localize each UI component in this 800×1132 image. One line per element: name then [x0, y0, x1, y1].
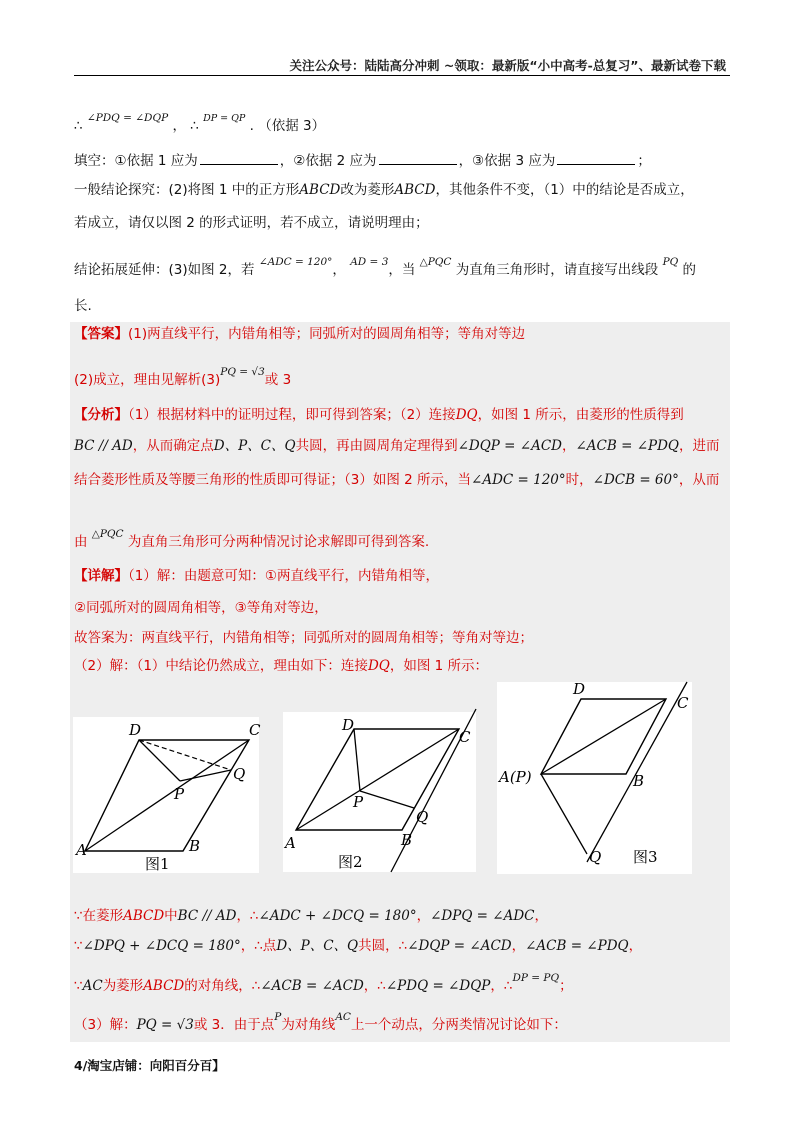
- fill-label: 填空：①依据 1 应为: [74, 153, 198, 169]
- math-bcad: BC // AD: [74, 438, 133, 454]
- answer-text: 或 3: [264, 372, 292, 388]
- answer-text: (1)两直线平行，内错角相等；同弧所对的圆周角相等；等角对等边: [128, 326, 526, 342]
- text: ，进而: [678, 438, 720, 454]
- label-q: Q: [233, 765, 246, 783]
- figure-1: [73, 717, 259, 877]
- text: 为菱形: [102, 978, 144, 994]
- text: ，如图 1 所示：: [389, 658, 489, 674]
- math-bcad: BC // AD: [177, 908, 237, 924]
- figure-2: [283, 712, 476, 876]
- analysis-line-4: [74, 524, 730, 552]
- text: 改为菱形: [340, 182, 395, 198]
- text: 由: [74, 534, 88, 550]
- label-d: D: [573, 680, 586, 698]
- therefore-symbol: ∴: [74, 118, 83, 134]
- math-pq: PQ: [662, 256, 679, 268]
- text: ，从而: [678, 472, 720, 488]
- blank-1[interactable]: [200, 150, 278, 165]
- text: ，: [332, 262, 346, 278]
- text: ∵: [74, 978, 83, 994]
- text: ，如图 1 所示，由菱形的性质得到: [477, 407, 684, 423]
- text: （1）根据材料中的证明过程，即可得到答案；（2）连接: [128, 407, 456, 423]
- text: ，从而确定点: [132, 438, 214, 454]
- general-line-2: 若成立，请仅以图 2 的形式证明，若不成立，请说明理由；: [74, 215, 429, 231]
- text: （1）解：由题意可知：①两直线平行，内错角相等，: [128, 568, 439, 584]
- text: ∵在菱形: [74, 908, 124, 924]
- fill-mid-1: ，②依据 2 应为: [279, 153, 377, 169]
- math-eq: ∠PDQ = ∠DQP: [385, 978, 491, 994]
- text: 为对角线: [281, 1017, 336, 1033]
- text: （3）解：: [74, 1017, 137, 1033]
- label-p: P: [353, 793, 364, 811]
- text: 共圆，再由圆周角定理得到: [295, 438, 458, 454]
- text: 共圆，∴: [358, 938, 408, 954]
- fill-blank-line: [74, 150, 730, 171]
- text: （2）解：（1）中结论仍然成立，理由如下：连接: [74, 658, 368, 674]
- blank-3[interactable]: [557, 150, 635, 165]
- analysis-tag: 【分析】: [74, 407, 128, 423]
- text: 一般结论探究：(2)将图 1 中的正方形: [74, 182, 300, 198]
- math-abcd: ABCD: [123, 908, 165, 924]
- math-p: P: [274, 1011, 282, 1023]
- text: ∵: [74, 938, 83, 954]
- text: ，其他条件不变，（1）中的结论是否成立，: [435, 182, 694, 198]
- math-eq: ∠ADC + ∠DCQ = 180°: [258, 908, 417, 924]
- text: ，∴: [490, 978, 513, 994]
- header-rule: [74, 75, 730, 76]
- math-dq: DQ: [367, 658, 390, 674]
- intro-line: [74, 108, 730, 136]
- text: ，: [628, 938, 643, 954]
- math-eq: ∠ACB = ∠ACD: [260, 978, 364, 994]
- text: ，当: [388, 262, 416, 278]
- figure-3: [497, 682, 692, 878]
- math-triangle: △PQC: [419, 256, 452, 268]
- label-c: C: [677, 694, 689, 712]
- figure-3-caption: 图3: [633, 848, 658, 866]
- page-footer: 4/淘宝店铺：向阳百分百】: [74, 1058, 225, 1073]
- math-eq: ∠DQP = ∠ACD: [457, 438, 562, 454]
- math-eq: ∠DQP = ∠ACD: [407, 938, 512, 954]
- text: 中: [164, 908, 178, 924]
- math-dq: DQ: [455, 407, 478, 423]
- math-eq: DP = PQ: [512, 972, 560, 984]
- detail-line-4: [74, 656, 730, 676]
- general-line-1: [74, 180, 730, 200]
- math-pq: PQ = √3: [136, 1017, 194, 1033]
- basis-3-label: . （依据 3）: [249, 118, 326, 134]
- label-d: D: [129, 721, 142, 739]
- text: 的: [682, 262, 697, 278]
- answer-line-1: [74, 324, 730, 344]
- text: ，∴点: [240, 938, 277, 954]
- analysis-line-2: BC // AD，从而确定点D、P、C、Q共圆，再由圆周角定理得到∠DQP = ∠ACD，∠ACB = ∠PDQ，进而: [74, 438, 720, 454]
- label-b: B: [401, 831, 413, 849]
- figure-2-caption: 图2: [338, 853, 363, 871]
- proof-line-4: [74, 1007, 730, 1035]
- figure-1-caption: 图1: [145, 855, 170, 873]
- math-ad: AD = 3: [350, 256, 389, 268]
- therefore-symbol: ∴: [190, 118, 199, 134]
- label-a: A: [285, 834, 296, 852]
- math-eq: ∠DPQ = ∠ADC: [430, 908, 535, 924]
- intro-equation-2: DP = QP: [203, 113, 246, 124]
- answer-tag: 【答案】: [74, 326, 128, 342]
- math-ac: AC: [82, 978, 103, 994]
- text: ，: [534, 908, 548, 924]
- proof-line-1: [74, 906, 730, 926]
- math-eq: ∠ACB = ∠PDQ: [575, 438, 679, 454]
- proof-line-3: [74, 968, 730, 996]
- detail-line-3: 故答案为：两直线平行，内错角相等；同弧所对的圆周角相等；等角对等边；: [74, 630, 533, 646]
- text: 为直角三角形可分两种情况讨论求解即可得到答案.: [127, 534, 430, 550]
- label-c: C: [249, 721, 261, 739]
- text: 结论拓展延伸：(3)如图 2，若: [74, 262, 255, 278]
- label-p: P: [174, 785, 185, 803]
- text: ，∴: [236, 908, 259, 924]
- detail-line-2: ②同弧所对的圆周角相等，③等角对等边，: [74, 600, 328, 616]
- math-points: D、P、C、Q: [213, 438, 296, 454]
- math-abcd: ABCD: [143, 978, 185, 994]
- text: ，: [511, 938, 526, 954]
- text: ；: [559, 978, 573, 994]
- math-abcd: ABCD: [299, 182, 341, 198]
- comma: ，: [172, 118, 186, 134]
- answer-text: (2)成立，理由见解析(3): [74, 372, 221, 388]
- detail-tag: 【详解】: [74, 568, 128, 584]
- proof-line-2: [74, 936, 730, 956]
- label-q: Q: [589, 848, 602, 866]
- text: 上一个动点，分两类情况讨论如下：: [350, 1017, 567, 1033]
- text: ，∴: [363, 978, 386, 994]
- label-b: B: [189, 837, 201, 855]
- math-adc: ∠ADC = 120°: [471, 472, 566, 488]
- intro-equation-1: ∠PDQ = ∠DQP: [86, 112, 169, 124]
- math-triangle: △PQC: [91, 528, 124, 540]
- analysis-line-1: [74, 405, 730, 425]
- text: 或 3．由于点: [193, 1017, 275, 1033]
- text: 结合菱形性质及等腰三角形的性质即可得证；（3）如图 2 所示，当: [74, 472, 472, 488]
- math-adc: ∠ADC = 120°: [258, 256, 333, 268]
- text: 时，: [565, 472, 593, 488]
- extend-line: [74, 252, 730, 280]
- label-b: B: [633, 772, 645, 790]
- text: 为直角三角形时，请直接写出线段: [455, 262, 659, 278]
- label-d: D: [342, 716, 355, 734]
- math-ac: AC: [335, 1011, 351, 1023]
- label-q: Q: [416, 808, 429, 826]
- math-eq: ∠DPQ + ∠DCQ = 180°: [82, 938, 241, 954]
- label-a: A: [76, 841, 87, 859]
- label-a-p: A(P): [499, 768, 532, 786]
- label-c: C: [459, 728, 471, 746]
- page-header: 关注公众号：陆陆高分冲刺 ~领取：最新版“小中高考-总复习”、最新试卷下载: [289, 58, 726, 73]
- blank-2[interactable]: [379, 150, 457, 165]
- answer-line-2: [74, 362, 730, 390]
- text: 的对角线，∴: [184, 978, 261, 994]
- math-eq: ∠ACB = ∠PDQ: [525, 938, 629, 954]
- extend-line-2: 长.: [74, 298, 92, 314]
- detail-line-1: [74, 566, 730, 586]
- fill-mid-2: ，③依据 3 应为: [458, 153, 556, 169]
- math-pq: PQ = √3: [220, 366, 265, 378]
- analysis-line-3: [74, 470, 730, 490]
- math-points: D、P、C、Q: [276, 938, 359, 954]
- math-dcb: ∠DCB = 60°: [592, 472, 679, 488]
- fill-end: ；: [637, 153, 651, 169]
- math-abcd: ABCD: [394, 182, 436, 198]
- text: ，: [416, 908, 431, 924]
